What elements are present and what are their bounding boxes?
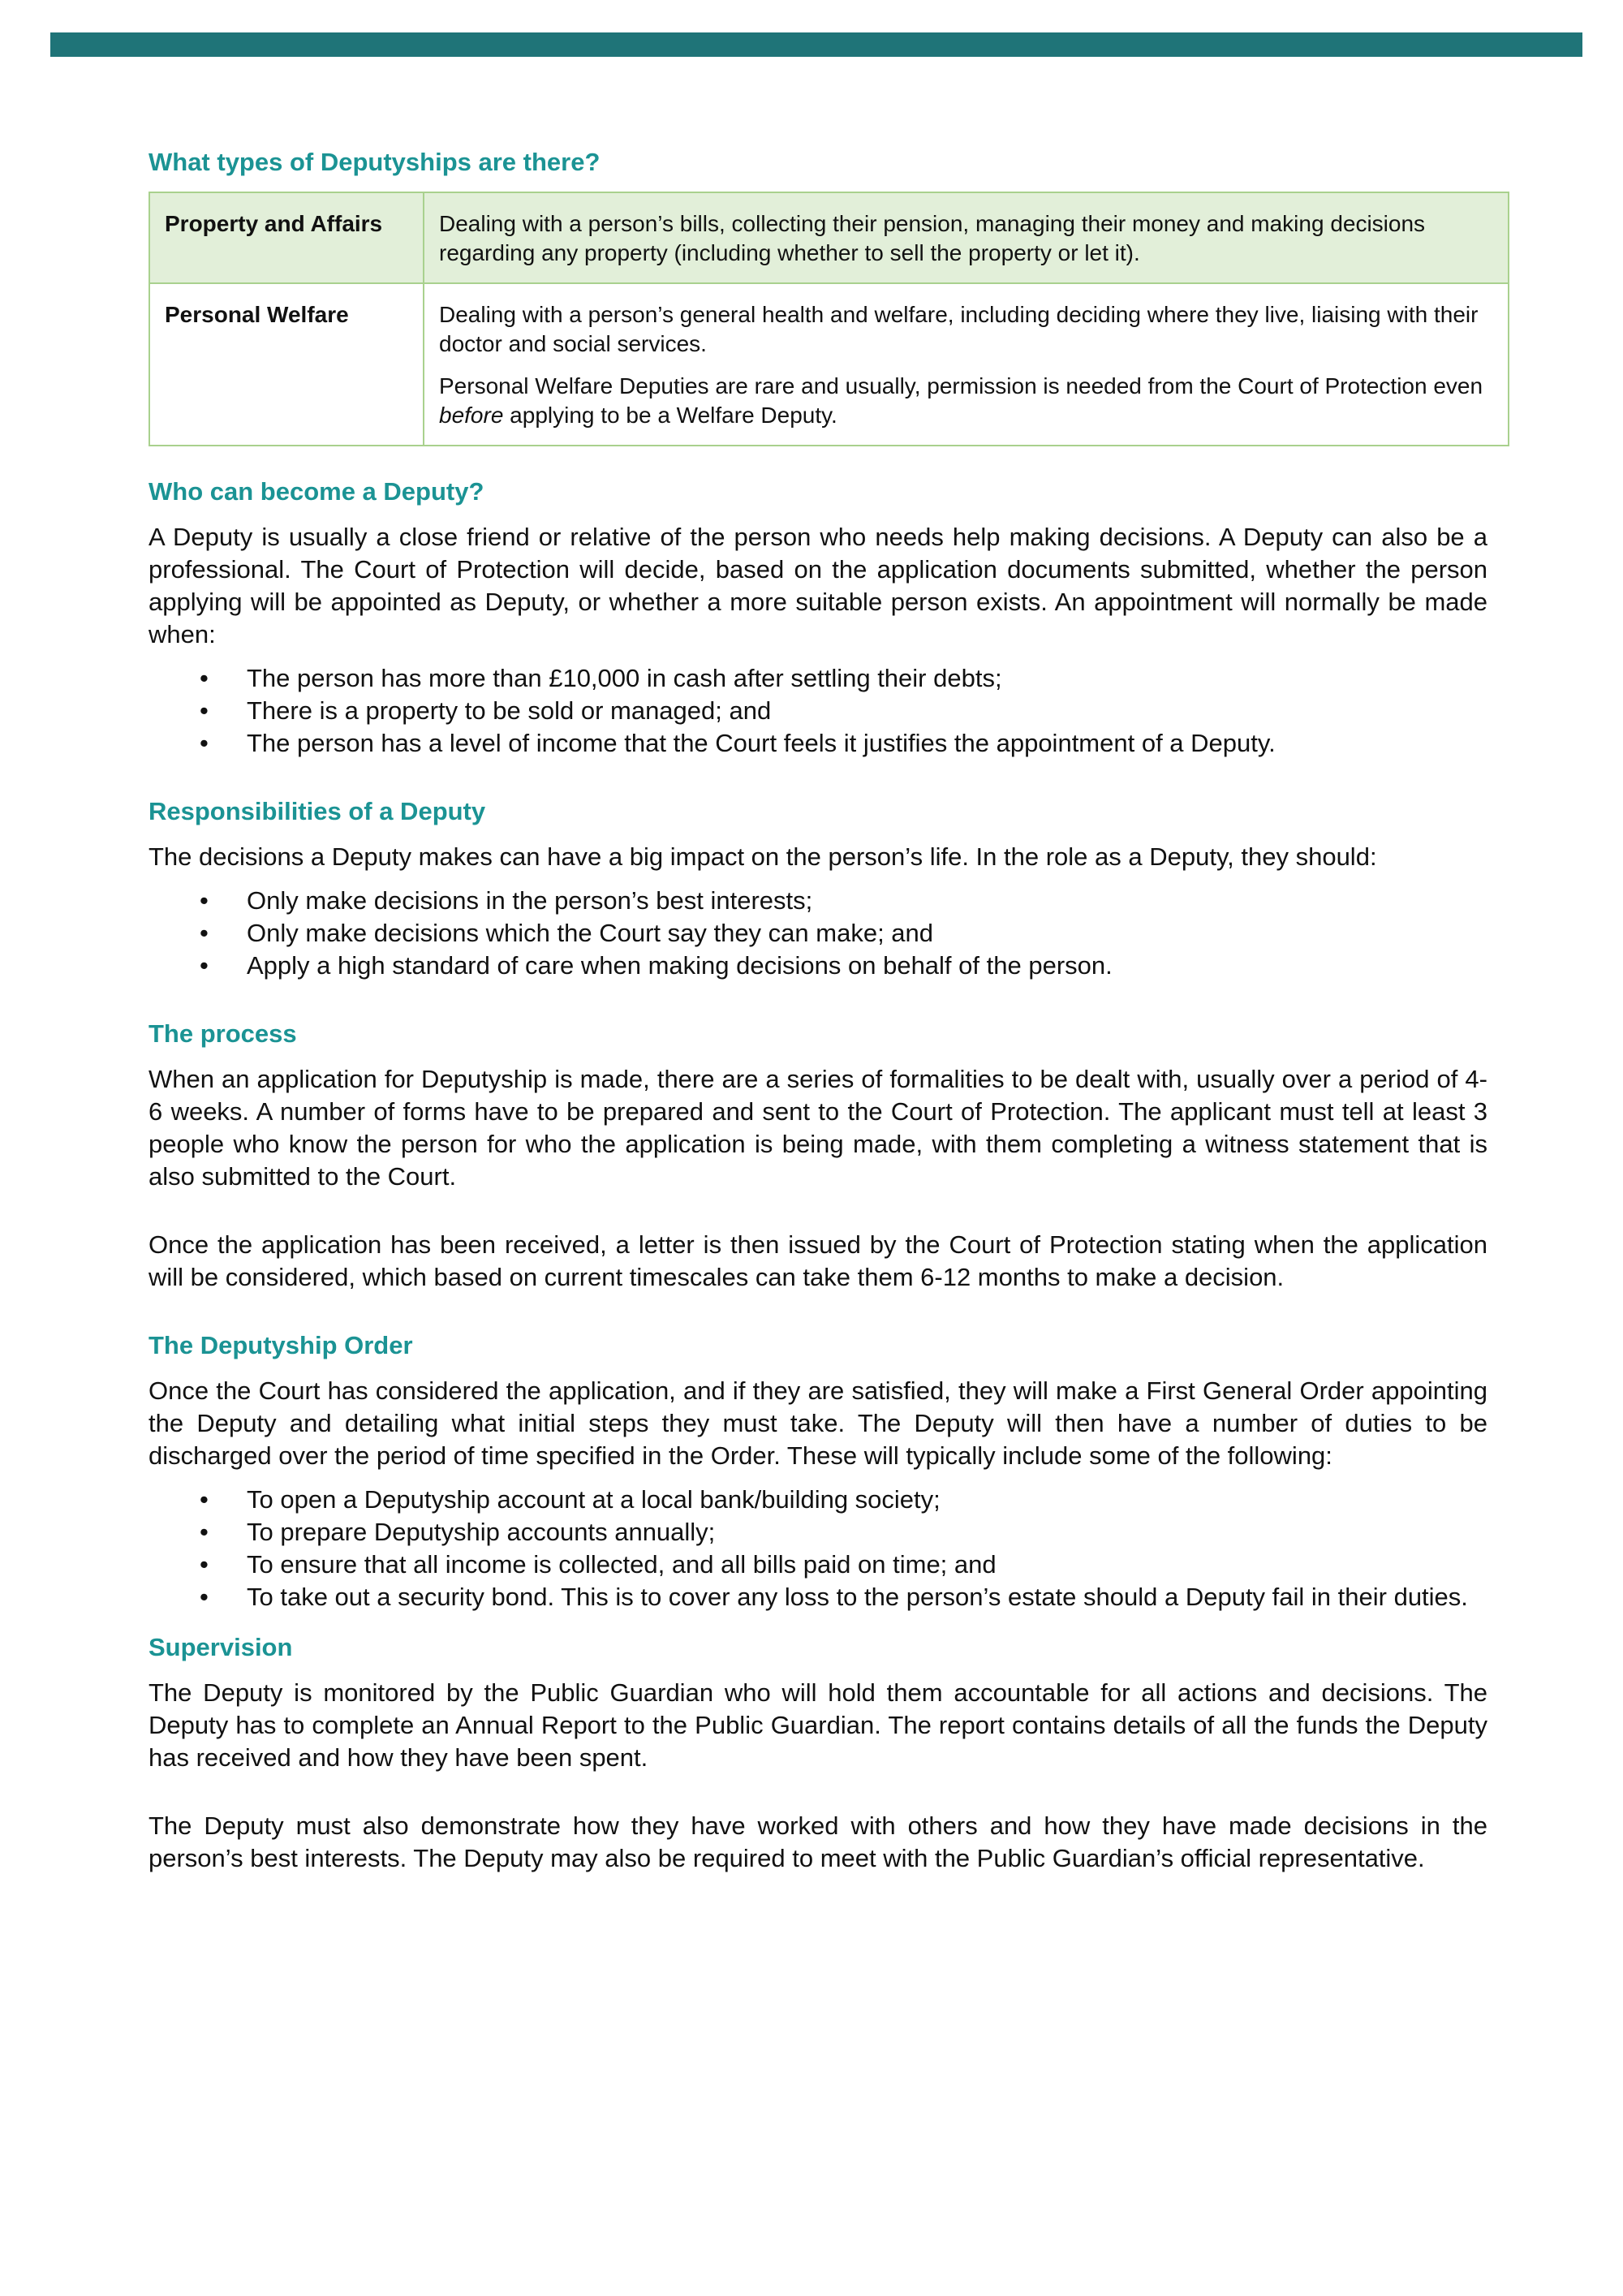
text-run: applying to be a Welfare Deputy. xyxy=(503,403,837,428)
spacer xyxy=(149,982,1487,1018)
table-row xyxy=(149,192,1509,283)
table-cell-text: Dealing with a person’s general health and welfare, including deciding where they live, liaising with their doctor and social services. xyxy=(439,302,1479,356)
paragraph: Once the Court has considered the application, and if they are satisfied, they will make a First General Order appointing the Deputy and detailing what initial steps they must take. The Deputy will then have a number of duties to be discharged over the period of time specified in the Order. These will typically include some of the following: xyxy=(149,1376,1487,1470)
text-run: Personal Welfare Deputies are rare and usually, permission is needed from the Court of Protection even xyxy=(439,373,1483,398)
paragraph: Once the application has been received, a letter is then issued by the Court of Protection stating when the application will be considered, which based on current timescales can take them 6-12 months to make a decision. xyxy=(149,1230,1487,1291)
spacer xyxy=(149,760,1487,795)
section-heading-types: What types of Deputyships are there? xyxy=(149,148,601,176)
spacer xyxy=(149,1294,1487,1329)
emphasis-text: before xyxy=(439,403,504,428)
paragraph: A Deputy is usually a close friend or relative of the person who needs help making decisions. A Deputy can also be a professional. The Court of Protection will decide, based on the application documents submitted, whether the person applying will be appointed as Deputy, or whether a more suitable person exists. An appointment will normally be made when: xyxy=(149,523,1487,648)
table-label-cell: Property and Affairs xyxy=(149,192,424,283)
spacer xyxy=(149,1774,1487,1810)
paragraph: When an application for Deputyship is made, there are a series of formalities to be dealt with, usually over a period of 4-6 weeks. A number of forms have to be prepared and sent to the Court of Protection. The applicant must tell at least 3 people who know the person for who the application is being made, with them completing a witness statement that is also submitted to the Court. xyxy=(149,1065,1487,1191)
paragraph: The Deputy must also demonstrate how they have worked with others and how they have made decisions in the person’s best interests. The Deputy may also be required to meet with the Public Guardian’s official representative. xyxy=(149,1811,1487,1872)
section-heading-process: The process xyxy=(149,1019,297,1048)
list-item: • The person has a level of income that the Court feels it justifies the appointment of a Deputy. xyxy=(247,727,1487,760)
paragraph: The decisions a Deputy makes can have a big impact on the person’s life. In the role as a Deputy, they should: xyxy=(149,842,1377,871)
spacer xyxy=(149,1193,1487,1229)
list-item: • To take out a security bond. This is to cover any loss to the person’s estate should a Deputy fail in their duties. xyxy=(247,1581,1487,1613)
section-heading-supervision: Supervision xyxy=(149,1633,293,1661)
section-heading-responsibilities: Responsibilities of a Deputy xyxy=(149,797,486,825)
list-item: • There is a property to be sold or managed; and xyxy=(247,695,1487,727)
table-cell-text: Dealing with a person’s bills, collecting their pension, managing their money and making decisions regarding any property (including whether to sell the property or let it). xyxy=(439,211,1426,265)
list-item: • Only make decisions in the person’s best interests; xyxy=(247,885,1487,917)
table-cell-text xyxy=(439,372,1493,430)
deputyship-types-table xyxy=(149,192,1509,446)
list-item: • To prepare Deputyship accounts annually; xyxy=(247,1516,1487,1549)
section-heading-order: The Deputyship Order xyxy=(149,1331,413,1359)
spacer xyxy=(149,1613,1487,1631)
header-bar xyxy=(50,32,1582,57)
section-heading-who: Who can become a Deputy? xyxy=(149,477,484,506)
list-item: • The person has more than £10,000 in cash after settling their debts; xyxy=(247,662,1487,695)
table-label-cell: Personal Welfare xyxy=(149,283,424,446)
list-item: • Apply a high standard of care when making decisions on behalf of the person. xyxy=(247,950,1487,982)
list-item: • To open a Deputyship account at a local bank/building society; xyxy=(247,1484,1487,1516)
table-description-cell xyxy=(424,283,1509,446)
paragraph: The Deputy is monitored by the Public Guardian who will hold them accountable for all actions and decisions. The Deputy has to complete an Annual Report to the Public Guardian. The report contains details of all the funds the Deputy has received and how they have been spent. xyxy=(149,1678,1487,1772)
bullet-list xyxy=(149,885,1487,982)
document-body xyxy=(149,146,1487,1875)
list-item: • To ensure that all income is collected, and all bills paid on time; and xyxy=(247,1549,1487,1581)
table-row xyxy=(149,283,1509,446)
bullet-list xyxy=(149,1484,1487,1613)
table-description-cell xyxy=(424,192,1509,283)
list-item: • Only make decisions which the Court say they can make; and xyxy=(247,917,1487,950)
bullet-list xyxy=(149,662,1487,760)
